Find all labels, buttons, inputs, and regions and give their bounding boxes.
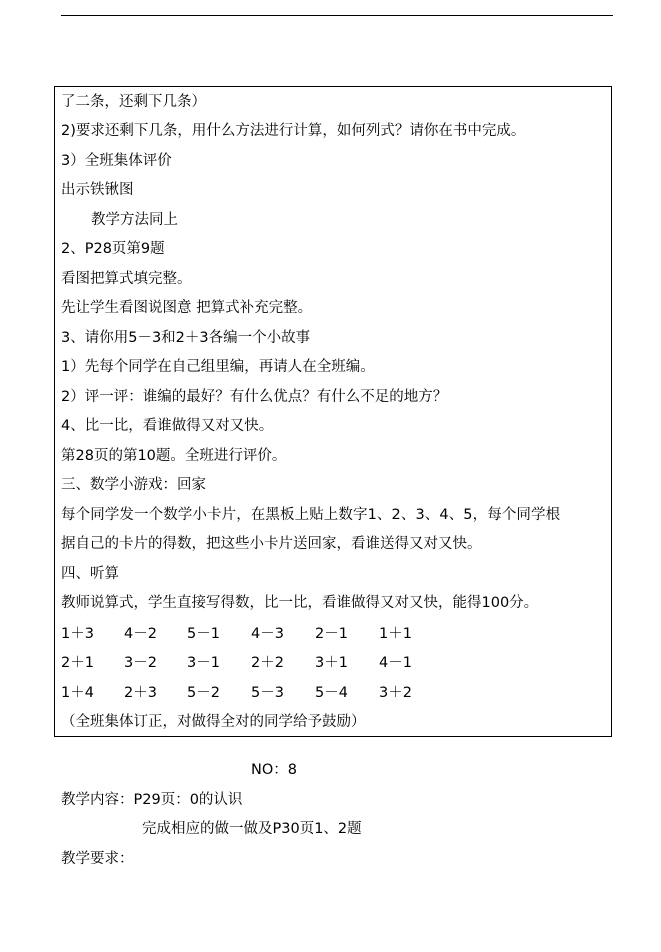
equation: 4－3 <box>251 626 284 642</box>
teaching-content: 教学内容：P29页：0的认识 <box>61 792 243 808</box>
equation: 2－1 <box>315 626 348 642</box>
text-line: 了二条，还剩下几条） <box>61 94 206 110</box>
text-line: 先让学生看图说图意 把算式补充完整。 <box>61 300 313 316</box>
equation: 1＋3 <box>61 626 94 642</box>
equation: 3＋1 <box>315 655 348 671</box>
teaching-requirements: 教学要求： <box>61 851 134 867</box>
equation: 5－4 <box>315 685 348 701</box>
text-line: 据自己的卡片的得数，把这些小卡片送回家，看谁送得又对又快。 <box>61 536 482 552</box>
text-line: 2）评一评：谁编的最好？有什么优点？有什么不足的地方？ <box>61 389 448 405</box>
text-line: 每个同学发一个数学小卡片，在黑板上贴上数字1、2、3、4、5，每个同学根 <box>61 507 561 523</box>
text-line: 2、P28页第9题 <box>61 241 165 257</box>
equation: 3＋2 <box>379 685 412 701</box>
text-line: 教学方法同上 <box>91 212 178 228</box>
equation: 3－2 <box>124 655 157 671</box>
text-line: 教师说算式，学生直接写得数，比一比，看谁做得又对又快，能得100分。 <box>61 595 539 611</box>
equation: 2＋1 <box>61 655 94 671</box>
text-line: 4、比一比，看谁做得又对又快。 <box>61 418 274 434</box>
equation: 4－1 <box>379 655 412 671</box>
equation: 4－2 <box>124 626 157 642</box>
header-rule <box>61 15 613 16</box>
equation: 2＋3 <box>124 685 157 701</box>
teaching-content-detail: 完成相应的做一做及P30页1、2题 <box>142 821 362 837</box>
text-line: 2)要求还剩下几条，用什么方法进行计算，如何列式？请你在书中完成。 <box>61 123 526 139</box>
text-line: 三、数学小游戏：回家 <box>61 477 206 493</box>
equation: 5－3 <box>251 685 284 701</box>
equation: 5－1 <box>187 626 220 642</box>
text-line: 3、请你用5－3和2＋3各编一个小故事 <box>61 330 311 346</box>
closing-note: （全班集体订正，对做得全对的同学给予鼓励） <box>61 714 366 730</box>
equation: 1＋1 <box>379 626 412 642</box>
text-line: 第28页的第10题。全班进行评价。 <box>61 448 287 464</box>
equation: 3－1 <box>187 655 220 671</box>
text-line: 四、听算 <box>61 566 119 582</box>
text-line: 看图把算式填完整。 <box>61 271 192 287</box>
text-line: 3）全班集体评价 <box>61 153 172 169</box>
equation: 2＋2 <box>251 655 284 671</box>
lesson-number: NO：8 <box>251 762 297 778</box>
text-line: 出示铁锹图 <box>61 182 134 198</box>
equation: 5－2 <box>187 685 220 701</box>
text-line: 1）先每个同学在自己组里编，再请人在全班编。 <box>61 359 375 375</box>
equation: 1＋4 <box>61 685 94 701</box>
